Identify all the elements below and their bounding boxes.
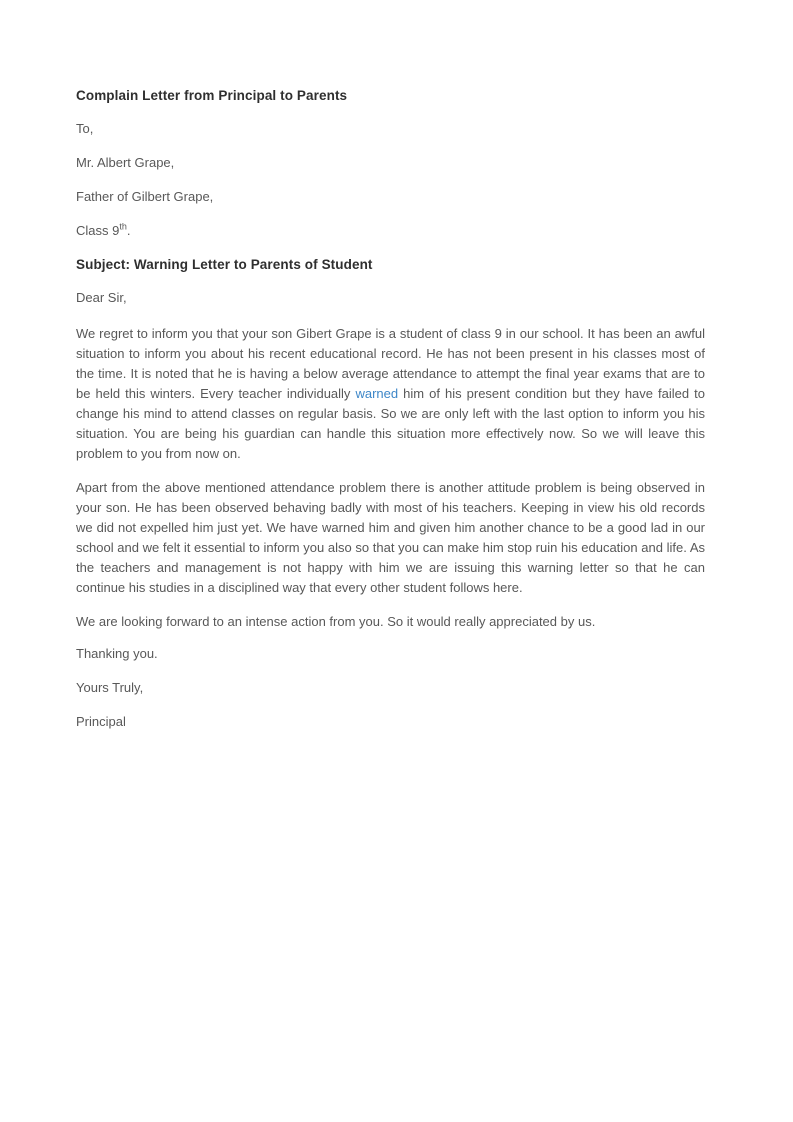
recipient-name: Mr. Albert Grape, [76, 155, 175, 170]
warned-link[interactable]: warned [355, 386, 399, 401]
recipient-class [76, 223, 705, 239]
recipient-to-label: To, [76, 121, 94, 136]
recipient-class-ordinal: th [119, 221, 127, 232]
body-paragraph-3: We are looking forward to an intense action from you. So it would really appreciated by us. [76, 614, 596, 629]
recipient-class-prefix: Class 9 [76, 223, 120, 238]
body-paragraph-1-part-2: him of his present condition but they have failed to change his mind to attend classes on regular basis. So we are only left with the last option to inform you his situation. You are being his guardian can handle this situation more effectively now. So we will leave this problem to you from now on. [76, 386, 705, 461]
recipient-relation: Father of Gilbert Grape, [76, 189, 214, 204]
valediction-line: Yours Truly, [76, 680, 144, 695]
letter-body [76, 88, 705, 730]
recipient-class-suffix: . [126, 223, 131, 238]
signature-line: Principal [76, 714, 126, 729]
salutation: Dear Sir, [76, 290, 127, 305]
body-paragraph-1-part-1: We regret to inform you that your son Gibert Grape is a student of class 9 in our school. It has been an awful situation to inform you about his recent educational record. He has not been present in his classes most of the time. It is noted that he is having a below average attendance to attempt the final year exams that are to be held this winters. Every teacher individually [76, 326, 705, 401]
subject-line: Subject: Warning Letter to Parents of Student [76, 257, 373, 272]
body-paragraph-1 [76, 324, 705, 464]
page-title: Complain Letter from Principal to Parents [76, 88, 348, 103]
thanking-line: Thanking you. [76, 646, 158, 661]
body-paragraph-2: Apart from the above mentioned attendance problem there is another attitude problem is being observed in your son. He has been observed behaving badly with most of his teachers. Keeping in view his old records we did not expelled him just yet. We have warned him and given him another chance to be a good lad in our school and we felt it essential to inform you also so that you can make him stop ruin his education and life. As the teachers and management is not happy with him we are issuing this warning letter so that he can continue his studies in a disciplined way that every other student follows here. [76, 480, 705, 595]
